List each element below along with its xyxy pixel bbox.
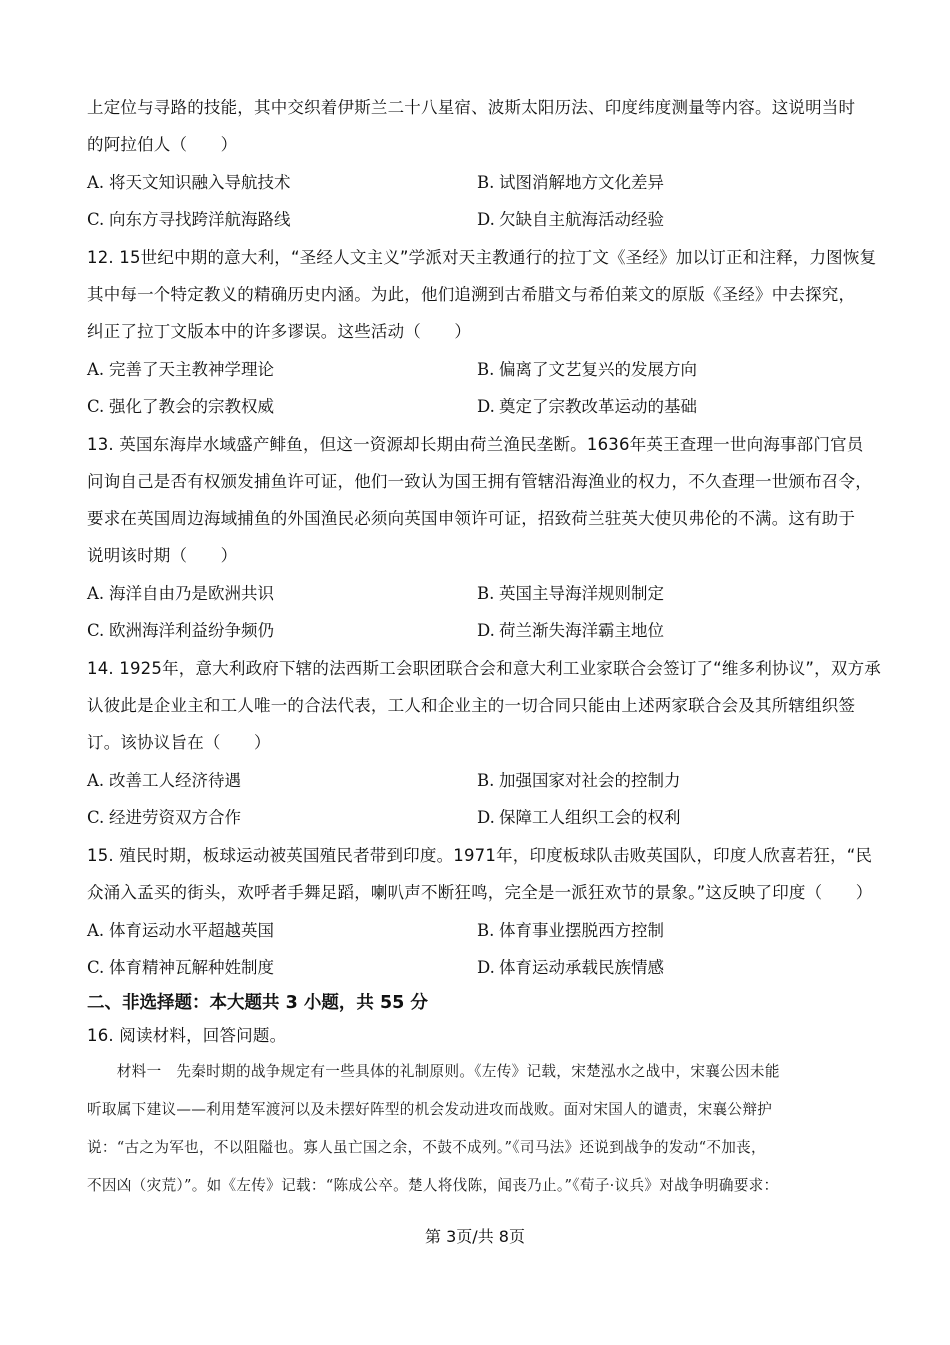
option-text: 体育运动承载民族情感 [499, 958, 664, 977]
q14-stem-line-3: 订。该协议旨在（ ） [87, 733, 271, 752]
q12-option-c[interactable] [87, 396, 274, 418]
page-number: 第 3页/共 8页 [425, 1227, 525, 1246]
option-text: 保障工人组织工会的权利 [499, 808, 681, 827]
q13-stem-line-4: 说明该时期（ ） [87, 546, 238, 565]
option-key: A. [87, 921, 105, 940]
option-text: 试图消解地方文化差异 [499, 173, 664, 192]
q16-material-line-1: 材料一 先秦时期的战争规定有一些具体的礼制原则。《左传》记载，宋楚泓水之战中，宋襄公因未能 [87, 1063, 780, 1080]
option-text: 加强国家对社会的控制力 [499, 771, 681, 790]
q13-stem-line-1: 13. 英国东海岸水域盛产鲱鱼，但这一资源却长期由荷兰渔民垄断。1636年英王查理一世向海事部门官员 [87, 435, 864, 454]
q12-option-d[interactable] [477, 396, 697, 418]
q11-option-c[interactable] [87, 209, 291, 231]
option-key: A. [87, 173, 105, 192]
q12-stem-line-2: 其中每一个特定教义的精确历史内涵。为此，他们追溯到古希腊文与希伯莱文的原版《圣经》中去探究， [87, 285, 856, 304]
option-text: 体育事业摆脱西方控制 [499, 921, 664, 940]
option-key: B. [477, 771, 495, 790]
q11-option-d[interactable] [477, 209, 664, 231]
option-text: 欧洲海洋利益纷争频仍 [109, 621, 274, 640]
q16-stem: 16. 阅读材料，回答问题。 [87, 1026, 287, 1045]
q13-option-a[interactable] [87, 583, 274, 605]
option-key: C. [87, 958, 105, 977]
option-text: 改善工人经济待遇 [109, 771, 241, 790]
q13-stem-line-3: 要求在英国周边海域捕鱼的外国渔民必须向英国申领许可证，招致荷兰驻英大使贝弗伦的不满。这有助于 [87, 509, 856, 528]
q14-option-c[interactable] [87, 807, 241, 829]
option-key: B. [477, 173, 495, 192]
q11-stem-line-1: 上定位与寻路的技能，其中交织着伊斯兰二十八星宿、波斯太阳历法、印度纬度测量等内容。这说明当时 [87, 98, 856, 117]
q15-option-b[interactable] [477, 920, 664, 942]
option-text: 向东方寻找跨洋航海路线 [109, 210, 291, 229]
q16-material-line-3: 说：“古之为军也，不以阻隘也。寡人虽亡国之余，不鼓不成列。”《司马法》还说到战争的发动“不加丧， [87, 1139, 766, 1156]
option-key: B. [477, 921, 495, 940]
q13-option-c[interactable] [87, 620, 274, 642]
option-key: C. [87, 210, 105, 229]
q11-option-a[interactable] [87, 172, 291, 194]
q14-option-b[interactable] [477, 770, 681, 792]
q15-stem-line-2: 众涌入孟买的街头，欢呼者手舞足蹈，喇叭声不断狂鸣，完全是一派狂欢节的景象。”这反映了印度（ ） [87, 883, 873, 902]
option-text: 英国主导海洋规则制定 [499, 584, 664, 603]
q14-option-a[interactable] [87, 770, 241, 792]
option-text: 将天文知识融入导航技术 [109, 173, 291, 192]
q11-option-b[interactable] [477, 172, 664, 194]
option-text: 荷兰渐失海洋霸主地位 [499, 621, 664, 640]
option-text: 完善了天主教神学理论 [109, 360, 274, 379]
option-key: D. [477, 397, 495, 416]
option-key: D. [477, 808, 495, 827]
option-key: A. [87, 771, 105, 790]
q14-option-d[interactable] [477, 807, 681, 829]
q12-stem-line-1: 12. 15世纪中期的意大利，“圣经人文主义”学派对天主教通行的拉丁文《圣经》加以订正和注释，力图恢复 [87, 248, 877, 267]
q16-material-line-4: 不因凶（灾荒）”。如《左传》记载：“陈成公卒。楚人将伐陈，闻丧乃止。”《荀子·议兵》对战争明确要求： [87, 1177, 779, 1194]
option-key: A. [87, 360, 105, 379]
q13-option-b[interactable] [477, 583, 664, 605]
q16-material-line-2: 听取属下建议——利用楚军渡河以及未摆好阵型的机会发动进攻而战败。面对宋国人的谴责，宋襄公辩护 [87, 1101, 773, 1118]
option-key: D. [477, 210, 495, 229]
option-key: C. [87, 397, 105, 416]
q14-stem-line-2: 认彼此是企业主和工人唯一的合法代表，工人和企业主的一切合同只能由上述两家联合会及其所辖组织签 [87, 696, 856, 715]
option-text: 欠缺自主航海活动经验 [499, 210, 664, 229]
option-key: D. [477, 958, 495, 977]
q15-option-c[interactable] [87, 957, 274, 979]
option-key: B. [477, 360, 495, 379]
option-key: C. [87, 808, 105, 827]
option-text: 体育运动水平超越英国 [109, 921, 274, 940]
option-text: 体育精神瓦解种姓制度 [109, 958, 274, 977]
q15-stem-line-1: 15. 殖民时期，板球运动被英国殖民者带到印度。1971年，印度板球队击败英国队，印度人欣喜若狂，“民 [87, 846, 873, 865]
q13-option-d[interactable] [477, 620, 664, 642]
section-heading: 二、非选择题：本大题共 3 小题，共 55 分 [87, 993, 428, 1013]
option-key: B. [477, 584, 495, 603]
q12-option-b[interactable] [477, 359, 697, 381]
option-text: 经进劳资双方合作 [109, 808, 241, 827]
option-text: 海洋自由乃是欧洲共识 [109, 584, 274, 603]
q12-option-a[interactable] [87, 359, 274, 381]
q15-option-a[interactable] [87, 920, 274, 942]
option-text: 强化了教会的宗教权威 [109, 397, 274, 416]
q12-stem-line-3: 纠正了拉丁文版本中的许多谬误。这些活动（ ） [87, 322, 472, 341]
option-key: A. [87, 584, 105, 603]
option-text: 奠定了宗教改革运动的基础 [499, 397, 697, 416]
q15-option-d[interactable] [477, 957, 664, 979]
option-key: C. [87, 621, 105, 640]
option-key: D. [477, 621, 495, 640]
q11-stem-line-2: 的阿拉伯人（ ） [87, 135, 238, 154]
option-text: 偏离了文艺复兴的发展方向 [499, 360, 697, 379]
q13-stem-line-2: 问询自己是否有权颁发捕鱼许可证，他们一致认为国王拥有管辖沿海渔业的权力，不久查理一世颁布召令， [87, 472, 872, 491]
q14-stem-line-1: 14. 1925年，意大利政府下辖的法西斯工会职团联合会和意大利工业家联合会签订了“维多利协议”，双方承 [87, 659, 881, 678]
